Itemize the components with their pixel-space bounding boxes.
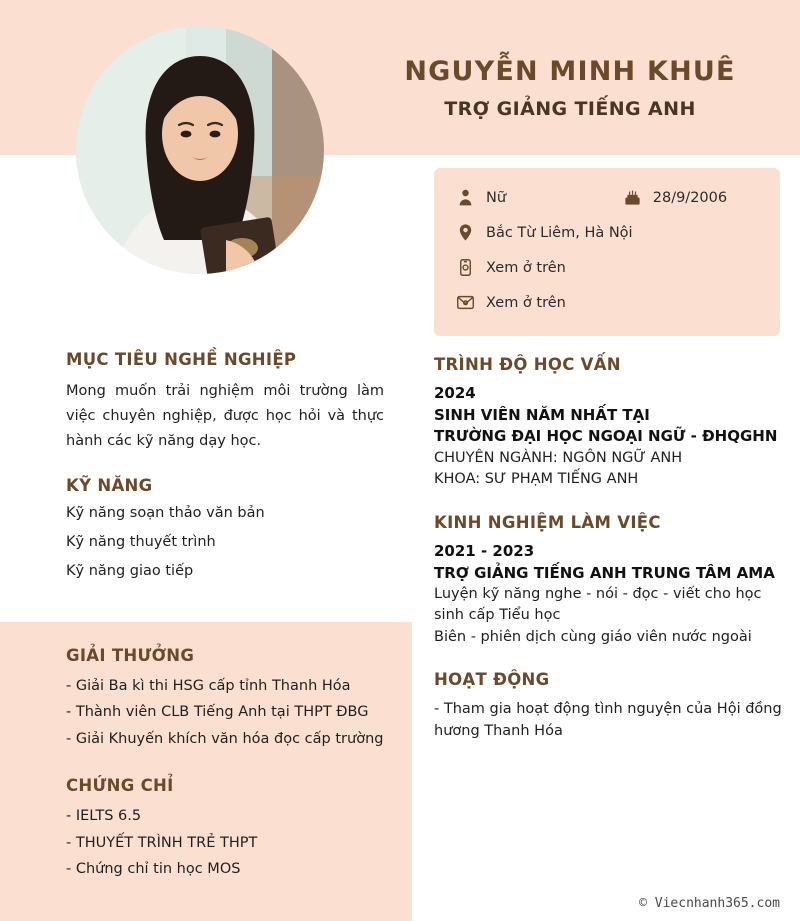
- right-column: [434, 355, 784, 742]
- footer-credit: © Viecnhanh365.com: [639, 896, 780, 911]
- envelope-icon: [456, 293, 486, 312]
- contact-row-gender: [456, 186, 623, 209]
- education-year: 2024: [434, 384, 476, 402]
- skills-title: KỸ NĂNG: [66, 475, 153, 495]
- list-item: - Chứng chỉ tin học MOS: [66, 861, 241, 878]
- education-line-1: SINH VIÊN NĂM NHẤT TẠI: [434, 406, 650, 424]
- objective-text: Mong muốn trải nghiệm môi trường làm việc chuyên nghiệp, được học hỏi và thực hành các kỹ năng dạy học.: [66, 383, 384, 449]
- list-item: - Giải Khuyến khích văn hóa đọc cấp trường: [66, 730, 384, 747]
- page-title: NGUYỄN MINH KHUÊ: [404, 56, 736, 87]
- contact-row-phone: [456, 256, 758, 279]
- awards-title: GIẢI THƯỞNG: [66, 646, 195, 665]
- certificates-title: CHỨNG CHỈ: [66, 776, 174, 796]
- contact-row-address: [456, 221, 758, 244]
- objective-title: MỤC TIÊU NGHỀ NGHIỆP: [66, 350, 297, 369]
- education-line-2: TRƯỜNG ĐẠI HỌC NGOẠI NGỮ - ĐHQGHN: [434, 427, 778, 446]
- location-pin-icon: [456, 223, 486, 242]
- education-faculty: KHOA: SƯ PHẠM TIẾNG ANH: [434, 471, 639, 488]
- contact-gender-cell: [456, 186, 623, 221]
- list-item: - Thành viên CLB Tiếng Anh tại THPT ĐBG: [66, 704, 369, 721]
- list-item: - IELTS 6.5: [66, 808, 142, 825]
- cake-icon: [623, 188, 653, 207]
- list-item: - Giải Ba kì thi HSG cấp tỉnh Thanh Hóa: [66, 678, 351, 694]
- contact-birthday-cell: [623, 186, 758, 221]
- list-item: Kỹ năng giao tiếp: [66, 562, 194, 579]
- experience-desc-1: Luyện kỹ năng nghe - nói - đọc - viết cho học sinh cấp Tiểu học: [434, 585, 762, 624]
- contact-email-value: Xem ở trên: [486, 294, 566, 311]
- awards-certificates-panel: [0, 622, 412, 921]
- contact-birthday-value: 28/9/2006: [652, 189, 728, 206]
- name-block: [360, 56, 780, 120]
- contact-address-value: Bắc Từ Liêm, Hà Nội: [486, 224, 633, 241]
- left-column: [0, 350, 412, 592]
- list-item: Kỹ năng thuyết trình: [66, 533, 216, 550]
- contact-gender-value: Nữ: [486, 189, 507, 206]
- list-item: - Tham gia hoạt động tình nguyện của Hội đồng hương Thanh Hóa: [434, 701, 782, 739]
- experience-period: 2021 - 2023: [434, 541, 535, 560]
- list-item: - THUYẾT TRÌNH TRẺ THPT: [66, 834, 258, 851]
- avatar: [76, 26, 324, 274]
- person-icon: [456, 188, 486, 207]
- contact-top-row: [456, 186, 758, 221]
- education-title: TRÌNH ĐỘ HỌC VẤN: [434, 355, 621, 374]
- experience-title: KINH NGHIỆM LÀM VIỆC: [434, 512, 661, 532]
- experience-position: TRỢ GIẢNG TIẾNG ANH TRUNG TÂM AMA: [434, 563, 775, 582]
- list-item: Kỹ năng soạn thảo văn bản: [66, 504, 265, 521]
- portrait-photo-icon: [76, 26, 324, 274]
- experience-desc-2: Biên - phiên dịch cùng giáo viên nước ngoài: [434, 628, 752, 645]
- contact-card: [434, 168, 780, 336]
- contact-row-email: [456, 291, 758, 314]
- activities-title: HOẠT ĐỘNG: [434, 670, 550, 690]
- job-title: TRỢ GIẢNG TIẾNG ANH: [444, 98, 696, 120]
- objective-section: [0, 350, 412, 579]
- contact-phone-value: Xem ở trên: [486, 259, 566, 276]
- mobile-phone-icon: [456, 258, 486, 277]
- contact-row-birthday: [623, 186, 758, 209]
- education-major: CHUYÊN NGÀNH: NGÔN NGỮ ANH: [434, 449, 683, 466]
